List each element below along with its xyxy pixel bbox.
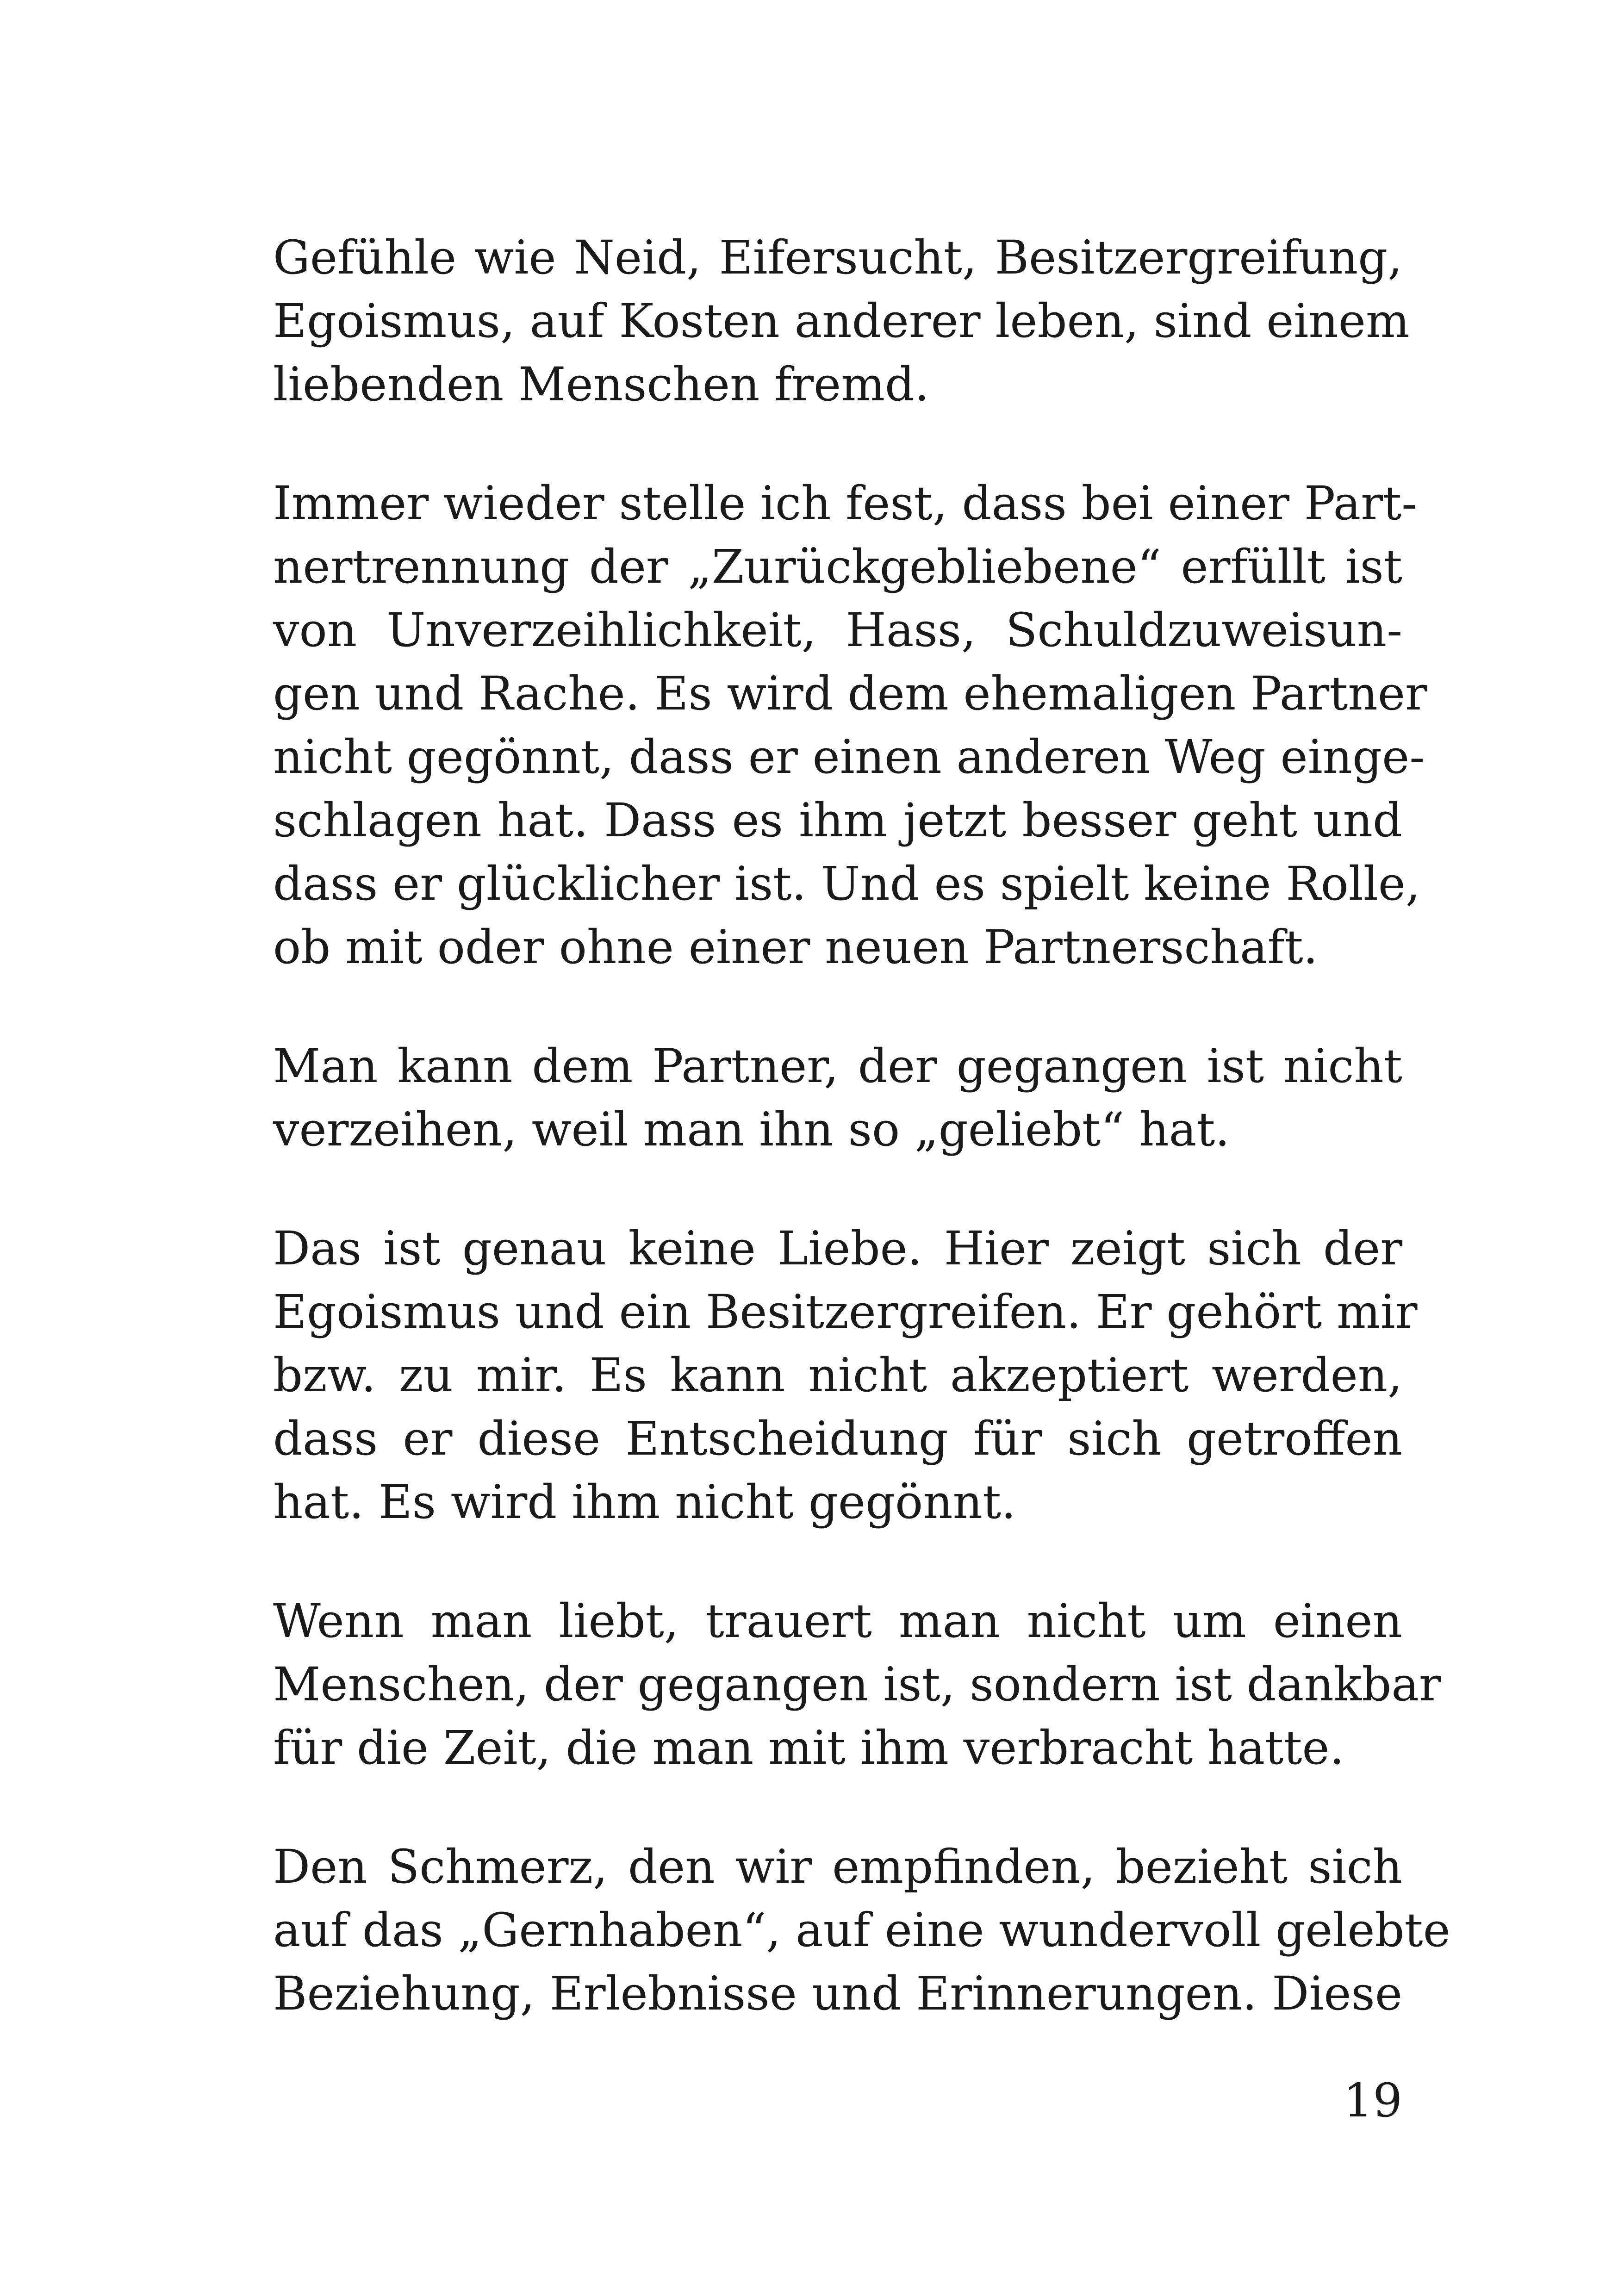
text-line: Das ist genau keine Liebe. Hier zeigt sich der <box>273 1221 1402 1276</box>
paragraph-3 <box>273 1034 1402 1161</box>
paragraph-5 <box>273 1589 1441 1780</box>
text-line: nicht gegönnt, dass er einen anderen Weg einge- <box>273 730 1425 784</box>
text-line: Den Schmerz, den wir empfinden, bezieht sich <box>273 1840 1402 1894</box>
page-number: 19 <box>1343 2073 1402 2128</box>
text-line: Menschen, der gegangen ist, sondern ist dankbar <box>273 1657 1441 1711</box>
text-line: Egoismus, auf Kosten anderer leben, sind einem <box>273 294 1410 348</box>
body-text <box>273 226 1450 2025</box>
text-line: gen und Rache. Es wird dem ehemaligen Partner <box>273 666 1427 721</box>
text-line: von Unverzeihlichkeit, Hass, Schuldzuweisun- <box>273 603 1402 657</box>
text-line: Egoismus und ein Besitzergreifen. Er gehört mir <box>273 1285 1418 1339</box>
text-line: schlagen hat. Dass es ihm jetzt besser geht und <box>273 793 1402 847</box>
text-line: ob mit oder ohne einer neuen Partnerschaft. <box>273 920 1318 974</box>
text-line: Wenn man liebt, trauert man nicht um einen <box>273 1594 1402 1648</box>
text-line: Man kann dem Partner, der gegangen ist nicht <box>273 1039 1402 1093</box>
paragraph-6 <box>273 1835 1450 2025</box>
text-line: für die Zeit, die man mit ihm verbracht hatte. <box>273 1721 1344 1775</box>
text-line: liebenden Menschen fremd. <box>273 357 929 411</box>
text-line: auf das „Gernhaben“, auf eine wundervoll gelebte <box>273 1903 1450 1957</box>
text-line: Gefühle wie Neid, Eifersucht, Besitzergreifung, <box>273 230 1402 285</box>
paragraph-1 <box>273 226 1410 416</box>
text-line: dass er glücklicher ist. Und es spielt keine Rolle, <box>273 857 1420 911</box>
text-line: Beziehung, Erlebnisse und Erinnerungen. Diese <box>273 1966 1402 2021</box>
paragraph-4 <box>273 1217 1418 1534</box>
text-line: nertrennung der „Zurückgebliebene“ erfüllt ist <box>273 540 1402 594</box>
text-line: bzw. zu mir. Es kann nicht akzeptiert werden, <box>273 1348 1402 1402</box>
paragraph-2 <box>273 472 1427 979</box>
text-line: hat. Es wird ihm nicht gegönnt. <box>273 1475 1016 1529</box>
text-line: verzeihen, weil man ihn so „geliebt“ hat. <box>273 1102 1230 1157</box>
text-line: Immer wieder stelle ich fest, dass bei einer Part- <box>273 476 1418 530</box>
text-line: dass er diese Entscheidung für sich getroffen <box>273 1412 1402 1466</box>
